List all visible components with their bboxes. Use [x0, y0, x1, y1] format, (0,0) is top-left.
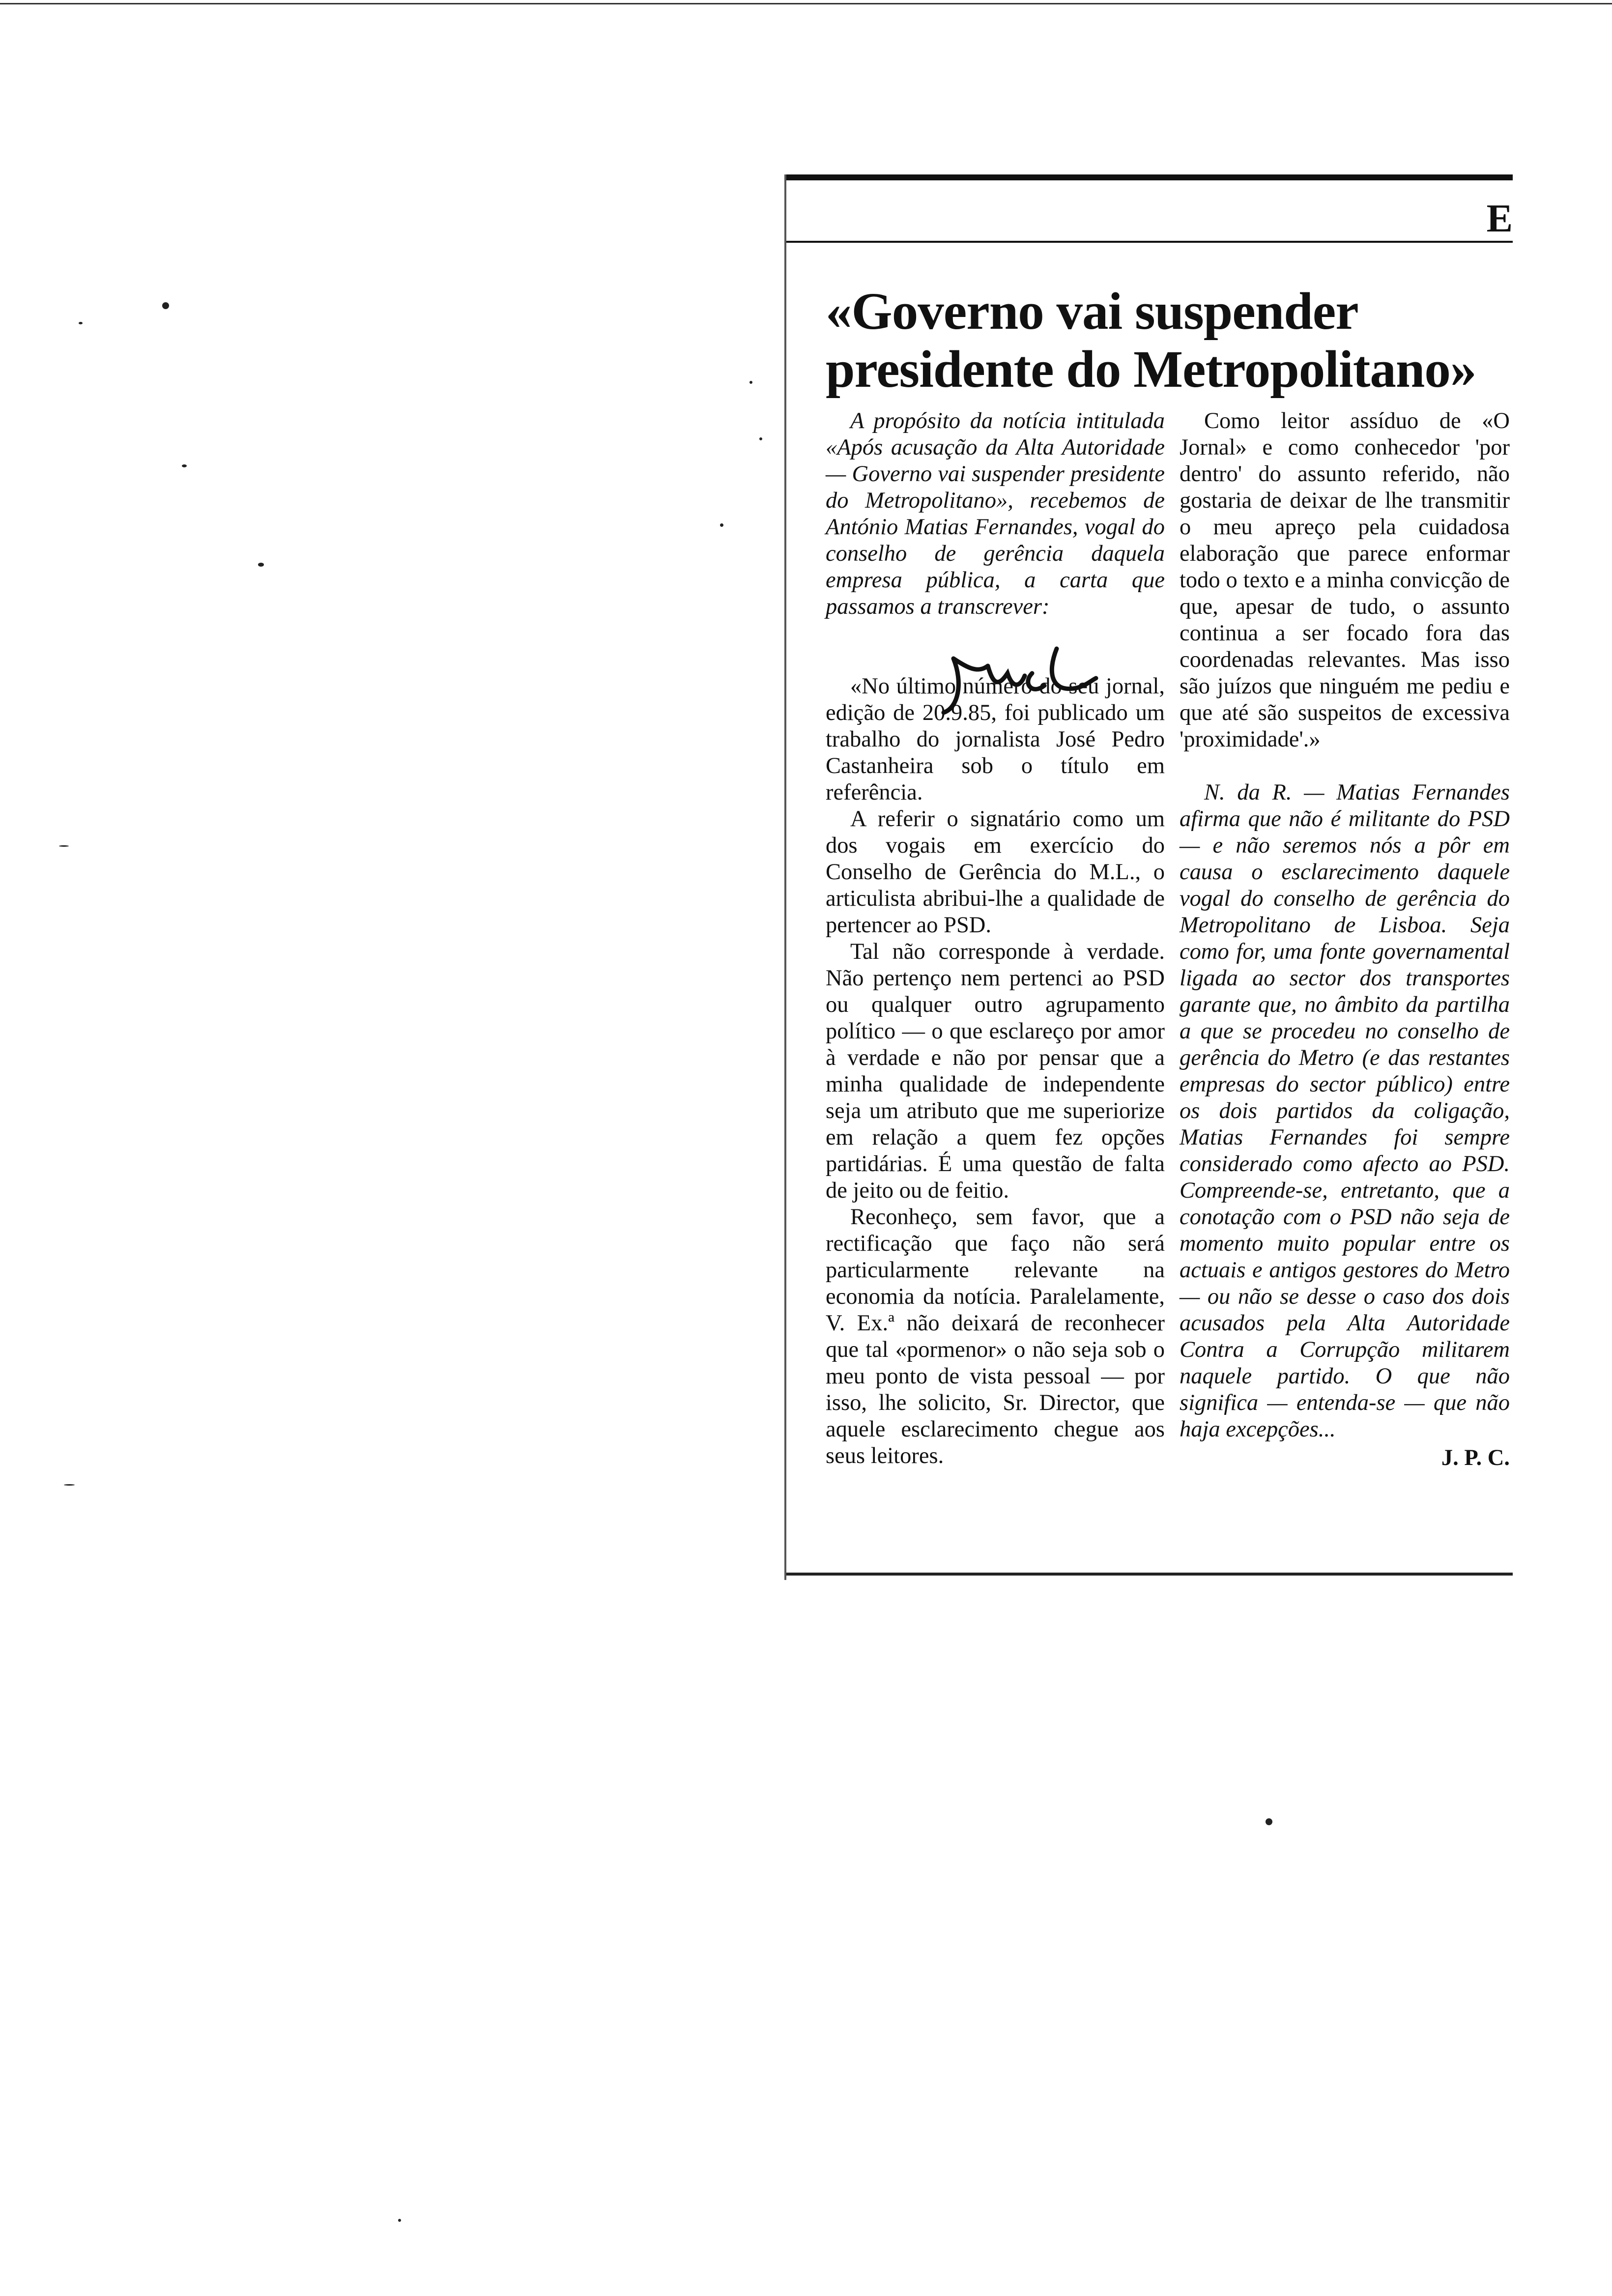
headline: [826, 283, 1504, 399]
editor-note: N. da R. — Matias Fernandes afirma que não é militante do PSD — e não seremos nós a pôr em causa o esclarecimento daquele vogal do conselho de gerência do Metropolitano de Lisboa. Seja como for, uma fonte governamental ligada ao sector dos transportes garante que, no âmbito da partilha a que se procedeu no conselho de gerência do Metro (e das restantes empresas do sector público) entre os dois partidos da coligação, Matias Fernandes foi sempre considerado como afecto ao PSD. Compreende-se, entretanto, que a conotação com o PSD não seja de momento muito popular entre os actuais e antigos gestores do Metro — ou não se desse o caso dos dois acusados pela Alta Autoridade Contra a Corrupção militarem naquele partido. O que não significa — entenda-se — que não haja excepções...: [1180, 780, 1510, 1442]
clipping-left-edge: [784, 174, 786, 1580]
headline-line-1: «Governo vai suspender: [826, 283, 1358, 341]
scan-speck: [1266, 1818, 1272, 1825]
intro-paragraph: A propósito da notícia intitulada «Após acusação da Alta Autoridade — Governo vai suspender presidente do Metropolitano», recebemos de António Matias Fernandes, vogal do conselho de gerência daquela empresa pública, a carta que passamos a transcrever:: [826, 408, 1165, 619]
letter-paragraph: Reconheço, sem favor, que a rectificação que faço não será particularmente relevante na economia da notícia. Paralelamente, V. Ex.ª não deixará de reconhecer que tal «pormenor» o não seja sob o meu ponto de vista pessoal — por isso, lhe solicito, Sr. Director, que aquele esclarecimento chegue aos seus leitores.: [826, 1205, 1165, 1468]
letter-paragraph: Como leitor assíduo de «O Jornal» e como conhecedor 'por dentro' do assunto referido, não gostaria de deixar de lhe transmitir o meu apreço pela cuidadosa elaboração que parece enformar todo o texto e a minha convicção de que, apesar de tudo, o assunto continua a ser focado fora das coordenadas relevantes. Mas isso são juízos que ninguém me pediu e que até são suspeitos de excessiva 'proximidade'.»: [1180, 408, 1510, 752]
top-thin-rule: [786, 241, 1513, 243]
scan-speck: [79, 322, 83, 324]
top-rule: [786, 174, 1513, 180]
letter-paragraph: A referir o signatário como um dos vogais em exercício do Conselho de Gerência do M.L., o articulista abribui-lhe a qualidade de pertencer ao PSD.: [826, 806, 1165, 938]
column-left: [826, 408, 1165, 1469]
scan-top-edge: [0, 3, 1612, 4]
scan-speck: [162, 302, 169, 309]
letter-paragraph: Tal não corresponde à verdade. Não pertenço nem pertenci ao PSD ou qualquer outro agrupamento político — o que esclareço por amor à verdade e não por pensar que a minha qualidade de independente seja um atributo que me superiorize em relação a quem fez opções partidárias. É uma questão de falta de jeito ou de feitio.: [826, 939, 1165, 1203]
scan-speck: [64, 1484, 75, 1486]
column-right: [1180, 408, 1510, 1471]
scan-speck: [720, 523, 723, 527]
newspaper-clipping: [786, 167, 1524, 1592]
handwritten-mark: [934, 639, 1101, 718]
scan-speck: [258, 563, 264, 567]
scan-speck: [398, 2219, 401, 2222]
signature: J. P. C.: [1441, 1445, 1510, 1470]
scan-speck: [749, 381, 752, 384]
section-letter: E: [1486, 197, 1513, 240]
headline-line-2: presidente do Metropolitano»: [826, 341, 1476, 399]
scan-speck: [759, 437, 762, 440]
bottom-rule: [786, 1573, 1513, 1576]
scan-speck: [59, 845, 69, 847]
letter-paragraph: «No último número do seu jornal, edição de 20.9.85, foi publicado um trabalho do jornalista José Pedro Castanheira sob o título em referência.: [826, 674, 1165, 805]
scan-speck: [182, 464, 187, 467]
